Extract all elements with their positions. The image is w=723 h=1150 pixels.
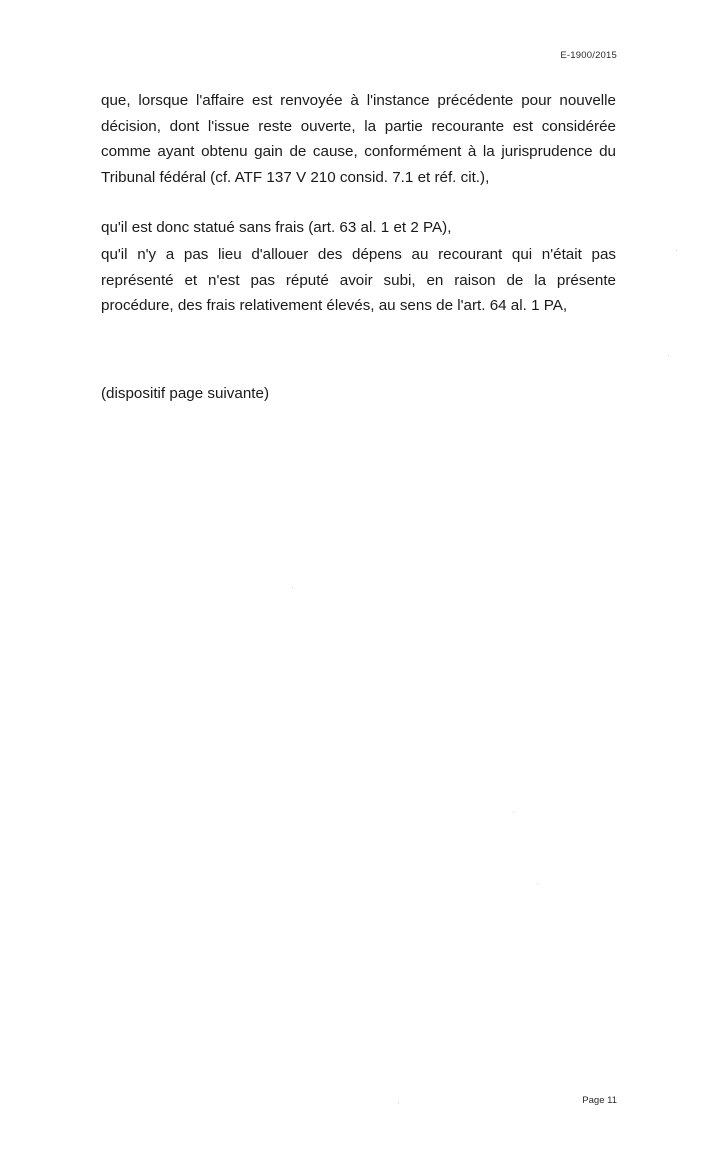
paragraph-remand-costs: que, lorsque l'affaire est renvoyée à l'instance précédente pour nouvelle décision, dont l'issue reste ouverte, la partie recourante est considérée comme ayant obtenu gain de cause, conformément à la jurisprudence du Tribunal fédéral (cf. ATF 137 V 210 consid. 7.1 et réf. cit.), [101, 92, 616, 186]
case-reference: E-1900/2015 [560, 50, 617, 61]
scan-speck [668, 355, 669, 356]
scan-speck [398, 1102, 399, 1103]
scan-speck [513, 812, 514, 813]
scan-speck [676, 250, 677, 251]
page-number: Page 11 [582, 1095, 617, 1106]
paragraph-no-compensation: qu'il n'y a pas lieu d'allouer des dépens au recourant qui n'était pas représenté et n'est pas réputé avoir subi, en raison de la présente procédure, des frais relativement élevés, au sens de l'art. 64 al. 1 PA, [101, 246, 616, 314]
paragraph-no-fees: qu'il est donc statué sans frais (art. 63 al. 1 et 2 PA), [101, 219, 452, 236]
scan-speck [537, 883, 538, 884]
scan-speck [292, 587, 293, 588]
paragraph-continued-note: (dispositif page suivante) [101, 385, 269, 402]
